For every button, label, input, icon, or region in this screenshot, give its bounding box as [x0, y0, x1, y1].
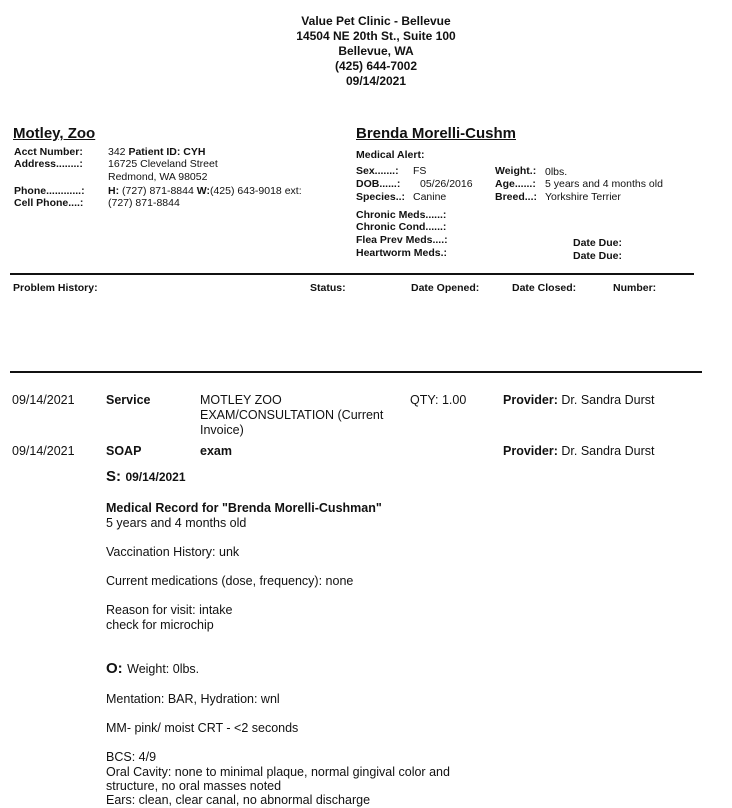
- patient-name: Brenda Morelli-Cushm: [356, 125, 517, 142]
- vaccination-history: Vaccination History: unk: [106, 545, 240, 559]
- weight-label: Weight.:: [495, 165, 537, 177]
- phone-label: Phone............:: [14, 185, 85, 197]
- dob-value: 05/26/2016: [420, 178, 473, 190]
- sex-value: FS: [413, 165, 427, 177]
- section-divider: [10, 273, 694, 275]
- species-value: Canine: [413, 191, 447, 203]
- o-label: O:: [106, 660, 123, 677]
- heartworm-meds-label: Heartworm Meds.:: [356, 247, 448, 259]
- chronic-meds-label: Chronic Meds......:: [356, 209, 447, 221]
- soap-objective-heading: [106, 660, 199, 678]
- date-due-label-heartworm: Date Due:: [573, 250, 623, 262]
- entry-qty: [410, 393, 466, 408]
- number-header: Number:: [613, 282, 657, 294]
- cell-phone-value: (727) 871-8844: [108, 197, 180, 209]
- phone-row: [108, 185, 302, 198]
- breed-value: Yorkshire Terrier: [545, 191, 621, 203]
- age-label: Age......:: [495, 178, 536, 190]
- entry-description: MOTLEY ZOO EXAM/CONSULTATION (Current Invoice): [200, 393, 384, 437]
- phone-home-value: (727) 871-8844: [122, 185, 194, 197]
- qty-label: QTY:: [410, 393, 439, 407]
- entry-date: 09/14/2021: [12, 444, 75, 458]
- phone-work-label: W:: [196, 185, 210, 197]
- weight-value: 0lbs.: [545, 166, 568, 178]
- acct-number-label: Acct Number:: [14, 146, 83, 158]
- age-value: 5 years and 4 months old: [545, 178, 663, 190]
- entry-provider: [503, 393, 654, 408]
- o-weight: Weight: 0lbs.: [127, 662, 200, 676]
- address-label: Address........:: [14, 158, 83, 170]
- sex-label: Sex.......:: [356, 165, 399, 177]
- problem-history-header: Problem History:: [13, 282, 98, 294]
- clinic-phone: (425) 644-7002: [334, 59, 418, 73]
- status-header: Status:: [310, 282, 346, 294]
- address-line-2: Redmond, WA 98052: [108, 171, 208, 183]
- s-date: 09/14/2021: [125, 470, 186, 484]
- oral-cavity-line-1: Oral Cavity: none to minimal plaque, normal gingival color and: [106, 765, 450, 779]
- breed-label: Breed...:: [495, 191, 538, 203]
- flea-prev-meds-label: Flea Prev Meds....:: [356, 234, 448, 246]
- clinic-header: [0, 14, 732, 89]
- soap-subjective-heading: [106, 468, 186, 486]
- phone-work-value: (425) 643-9018 ext:: [209, 185, 302, 197]
- entry-type: Service: [106, 393, 151, 407]
- provider-value: Dr. Sandra Durst: [561, 444, 655, 458]
- entry-description: exam: [200, 444, 232, 458]
- bcs: BCS: 4/9: [106, 750, 157, 764]
- patient-id-label: Patient ID:: [128, 146, 181, 158]
- clinic-date: 09/14/2021: [345, 74, 407, 88]
- mucous-membranes: MM- pink/ moist CRT - <2 seconds: [106, 721, 299, 735]
- entry-provider: [503, 444, 654, 459]
- address-line-1: 16725 Cleveland Street: [108, 158, 218, 170]
- clinic-name: Value Pet Clinic - Bellevue: [301, 14, 451, 28]
- provider-label: Provider:: [503, 393, 558, 407]
- date-due-label-flea: Date Due:: [573, 237, 623, 249]
- clinic-street: 14504 NE 20th St., Suite 100: [296, 29, 456, 43]
- dob-label: DOB......:: [356, 178, 401, 190]
- s-label: S:: [106, 468, 121, 485]
- chronic-cond-label: Chronic Cond......:: [356, 221, 447, 233]
- clinic-city: Bellevue, WA: [338, 44, 414, 58]
- cell-phone-label: Cell Phone....:: [14, 197, 84, 209]
- entry-date: 09/14/2021: [12, 393, 75, 407]
- reason-detail: check for microchip: [106, 618, 214, 632]
- record-title: Medical Record for "Brenda Morelli-Cushman": [106, 501, 382, 515]
- mentation: Mentation: BAR, Hydration: wnl: [106, 692, 280, 706]
- ears: Ears: clean, clear canal, no abnormal discharge: [106, 793, 371, 807]
- phone-home-label: H:: [108, 185, 120, 197]
- qty-value: 1.00: [441, 393, 467, 407]
- patient-id-value: CYH: [183, 146, 206, 158]
- entry-type: SOAP: [106, 444, 142, 458]
- oral-cavity-line-2: structure, no oral masses noted: [106, 779, 282, 793]
- date-closed-header: Date Closed:: [512, 282, 577, 294]
- record-age: 5 years and 4 months old: [106, 516, 247, 530]
- medical-alert-label: Medical Alert:: [356, 149, 425, 161]
- reason-for-visit: Reason for visit: intake: [106, 603, 233, 617]
- client-name: Motley, Zoo: [13, 125, 96, 142]
- acct-number-value: 342: [108, 146, 126, 158]
- acct-number-row: [108, 146, 205, 159]
- provider-label: Provider:: [503, 444, 558, 458]
- current-medications: Current medications (dose, frequency): none: [106, 574, 354, 588]
- date-opened-header: Date Opened:: [411, 282, 480, 294]
- species-label: Species..:: [356, 191, 406, 203]
- provider-value: Dr. Sandra Durst: [561, 393, 655, 407]
- history-divider: [10, 371, 702, 373]
